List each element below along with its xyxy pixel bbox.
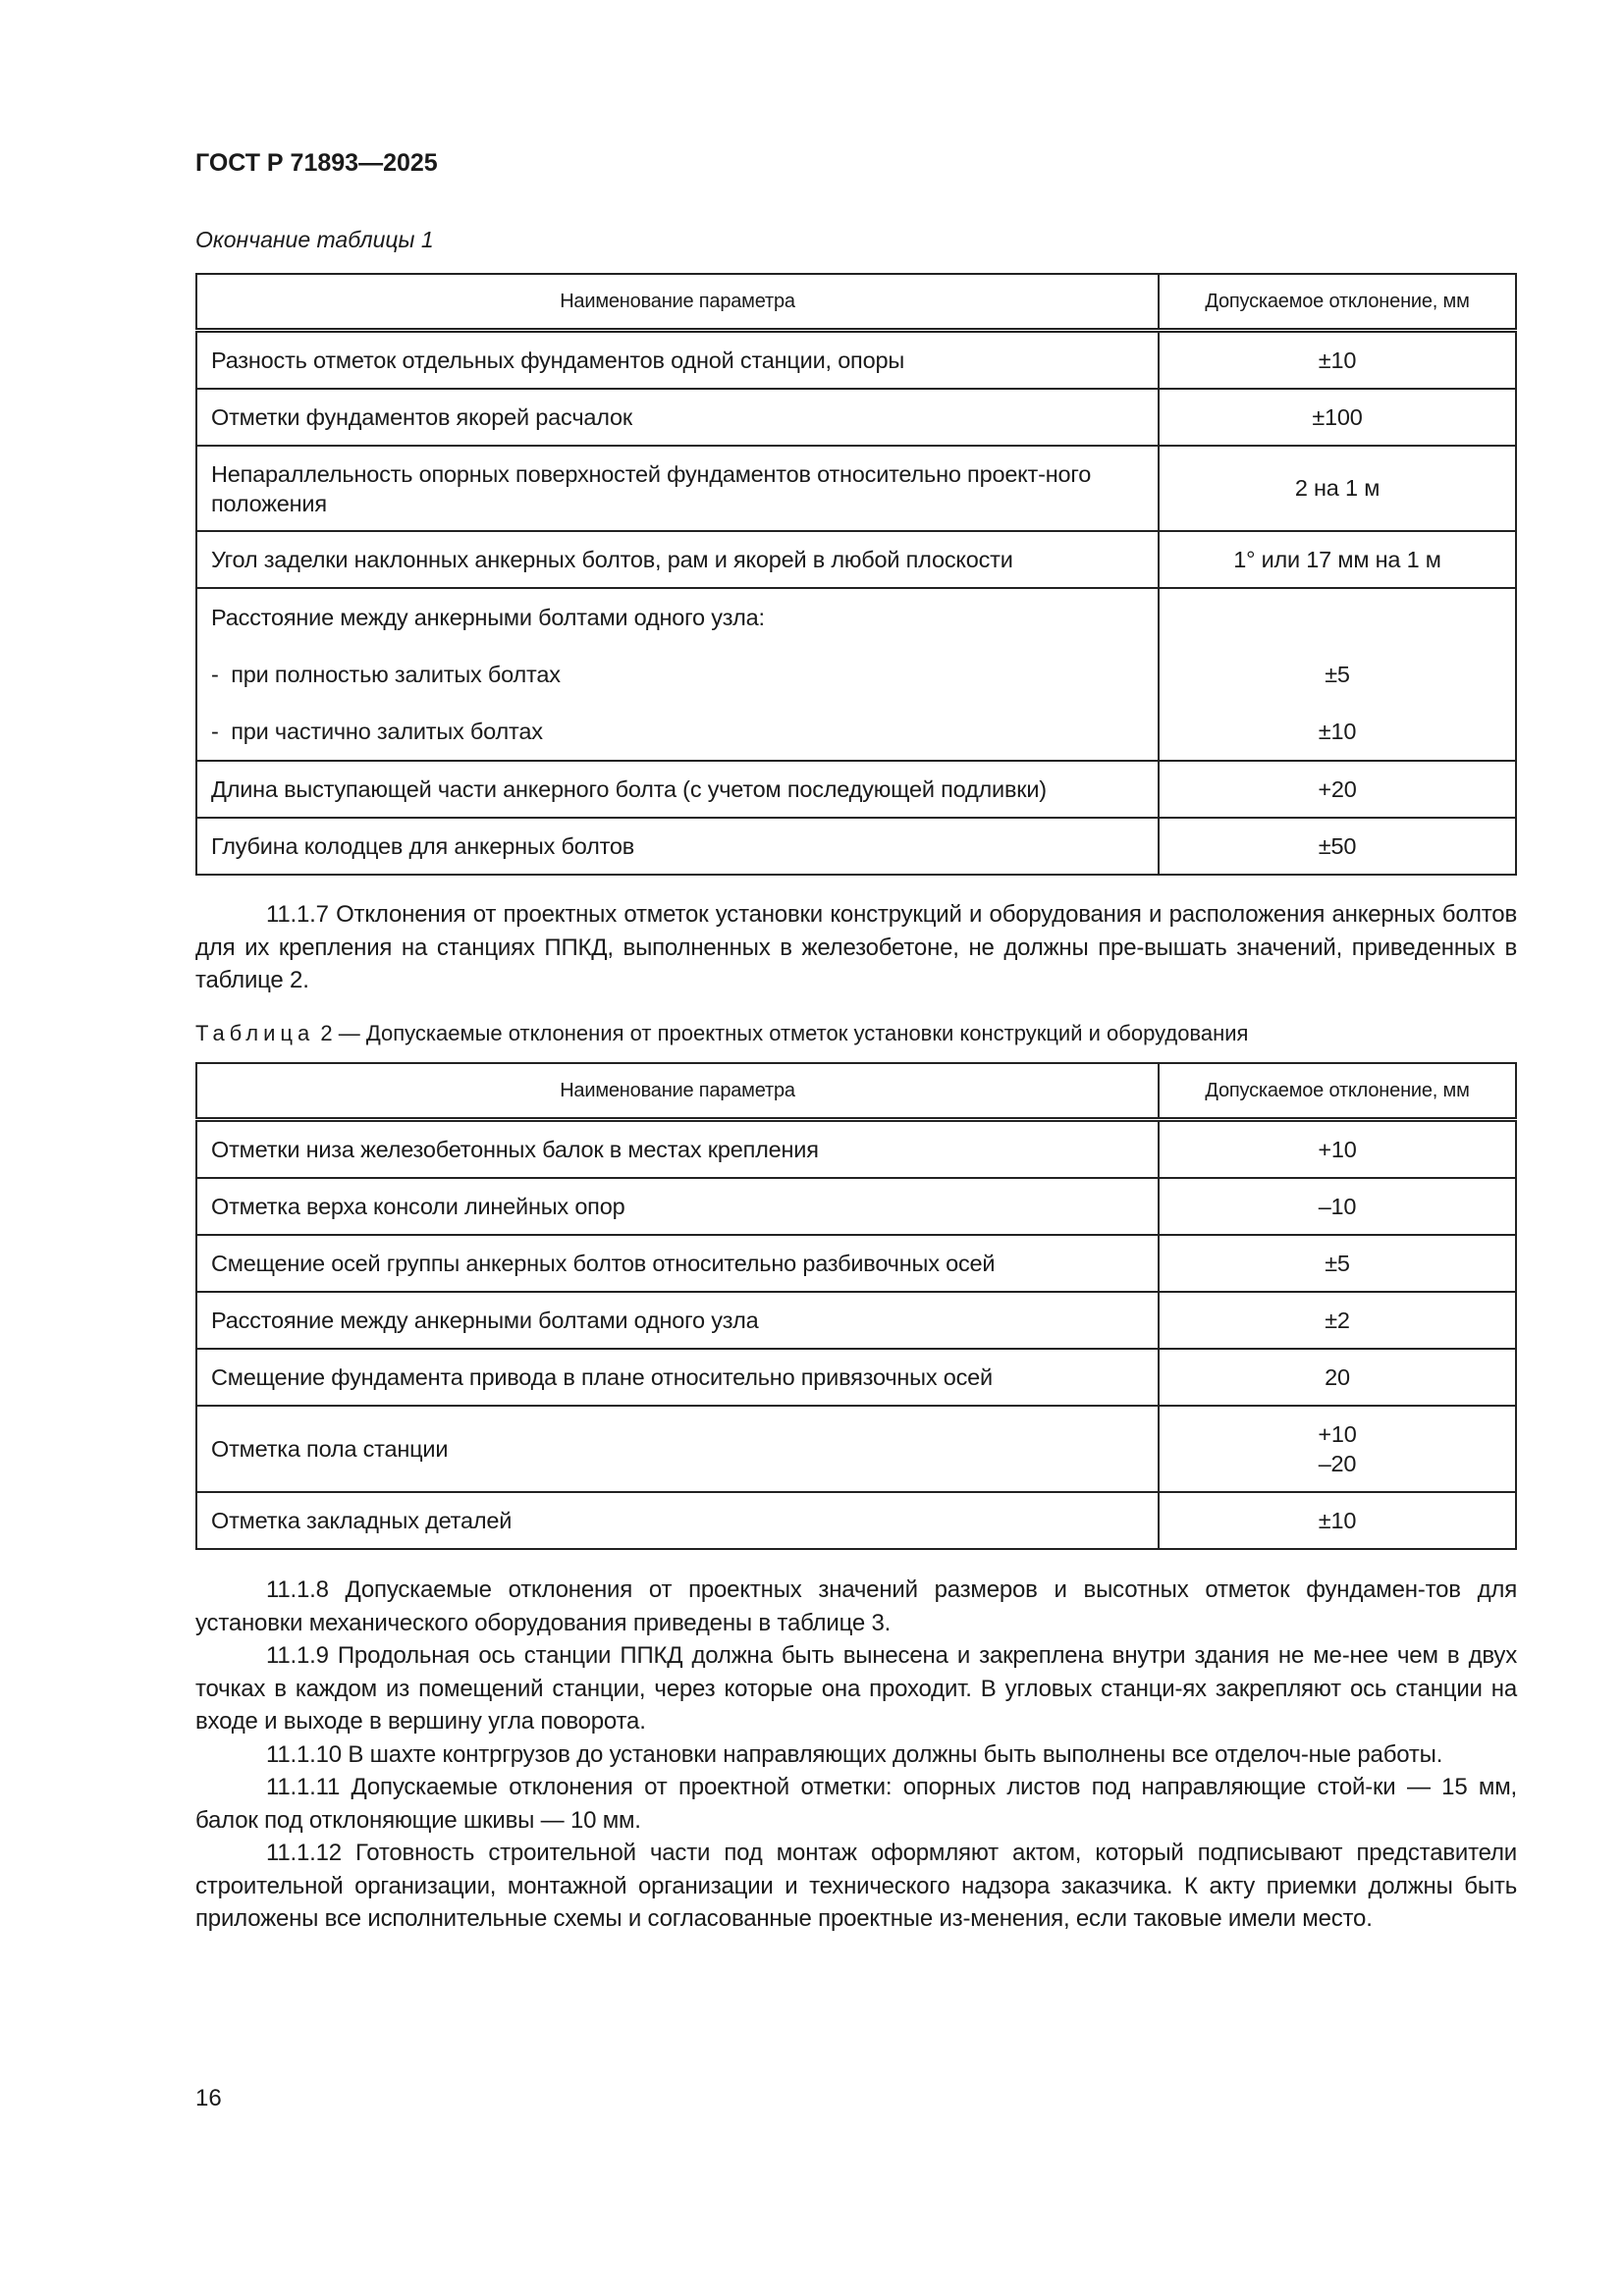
param-value: +10	[1159, 1120, 1516, 1179]
table-row	[196, 1406, 1516, 1492]
param-name: Расстояние между анкерными болтами одного узла:	[211, 605, 765, 630]
param-name: Глубина колодцев для анкерных болтов	[196, 818, 1159, 875]
table-row	[196, 1178, 1516, 1235]
column-header: Наименование параметра	[196, 1063, 1159, 1120]
table-1	[195, 273, 1517, 876]
param-name: Смещение фундамента привода в плане относительно привязочных осей	[196, 1349, 1159, 1406]
param-value: ±10	[1159, 331, 1516, 390]
param-name: Длина выступающей части анкерного болта (с учетом последующей подливки)	[196, 761, 1159, 818]
param-value: ±10	[1159, 1492, 1516, 1549]
document-header: ГОСТ Р 71893—2025	[195, 149, 438, 177]
table-row	[196, 588, 1516, 761]
param-name: Разность отметок отдельных фундаментов одной станции, опоры	[196, 331, 1159, 390]
table2-caption	[195, 1021, 1248, 1046]
table-row	[196, 1349, 1516, 1406]
param-value-group	[1159, 588, 1516, 761]
table-row	[196, 818, 1516, 875]
table-row	[196, 1235, 1516, 1292]
caption-label: Таблица	[195, 1021, 315, 1045]
param-value: ±5	[1159, 1235, 1516, 1292]
param-name: Смещение осей группы анкерных болтов относительно разбивочных осей	[196, 1235, 1159, 1292]
param-value: 1° или 17 мм на 1 м	[1159, 531, 1516, 588]
table-header	[196, 274, 1516, 331]
param-subname: - при полностью залитых болтах	[211, 662, 561, 687]
paragraphs	[195, 1574, 1517, 1936]
param-value: +10	[1318, 1421, 1357, 1447]
param-value-group	[1159, 1406, 1516, 1492]
table-row	[196, 1492, 1516, 1549]
caption-text: 2 — Допускаемые отклонения от проектных отметок установки конструкций и оборудования	[320, 1021, 1249, 1045]
param-name-group	[196, 588, 1159, 761]
param-name: Непараллельность опорных поверхностей фундаментов относительно проект-ного положения	[196, 446, 1159, 531]
page-number: 16	[195, 2085, 222, 2111]
param-name: Отметки фундаментов якорей расчалок	[196, 389, 1159, 446]
param-value: 2 на 1 м	[1159, 446, 1516, 531]
paragraph-text: 11.1.7 Отклонения от проектных отметок установки конструкций и оборудования и расположения анкерных болтов для их крепления на станциях ППКД, выполненных в железобетоне, не должны пре-вышать значений, приведенных в таблице 2.	[195, 901, 1517, 993]
param-value: –20	[1318, 1451, 1357, 1476]
table-2	[195, 1062, 1517, 1550]
column-header: Допускаемое отклонение, мм	[1159, 1063, 1516, 1120]
param-value: +20	[1159, 761, 1516, 818]
paragraph-11-1-11: 11.1.11 Допускаемые отклонения от проектной отметки: опорных листов под направляющие стой-ки — 15 мм, балок под отклоняющие шкивы — 10 мм.	[195, 1774, 1517, 1834]
param-value: –10	[1159, 1178, 1516, 1235]
param-name: Отметка верха консоли линейных опор	[196, 1178, 1159, 1235]
param-subname: - при частично залитых болтах	[211, 719, 543, 744]
param-name: Отметки низа железобетонных балок в местах крепления	[196, 1120, 1159, 1179]
param-value: ±5	[1325, 662, 1350, 687]
table-row	[196, 389, 1516, 446]
paragraph-11-1-9: 11.1.9 Продольная ось станции ППКД должна быть вынесена и закреплена внутри здания не ме-нее чем в двух точках в каждом из помещений станции, через которые она проходит. В угловых станци-ях закрепляют ось станции на входе и выходе в вершину угла поворота.	[195, 1642, 1517, 1735]
paragraph-11-1-12: 11.1.12 Готовность строительной части под монтаж оформляют актом, который подписывают представители строительной организации, монтажной организации и технического надзора заказчика. К акту приемки должны быть приложены все исполнительные схемы и согласованные проектные из-менения, если таковые имели место.	[195, 1840, 1517, 1932]
table-row	[196, 761, 1516, 818]
param-name: Угол заделки наклонных анкерных болтов, рам и якорей в любой плоскости	[196, 531, 1159, 588]
param-value: ±10	[1318, 719, 1357, 744]
column-header: Допускаемое отклонение, мм	[1159, 274, 1516, 331]
table1-continuation-label: Окончание таблицы 1	[195, 227, 434, 252]
paragraph-11-1-10: 11.1.10 В шахте контргрузов до установки направляющих должны быть выполнены все отделоч-ные работы.	[266, 1740, 1443, 1768]
table-row	[196, 1292, 1516, 1349]
table-row	[196, 446, 1516, 531]
table-row	[196, 1120, 1516, 1179]
param-value: ±2	[1159, 1292, 1516, 1349]
param-value: ±100	[1159, 389, 1516, 446]
column-header: Наименование параметра	[196, 274, 1159, 331]
paragraph-11-1-7	[195, 898, 1517, 997]
table-row	[196, 531, 1516, 588]
param-name: Отметка пола станции	[196, 1406, 1159, 1492]
param-value: 20	[1159, 1349, 1516, 1406]
table-header	[196, 1063, 1516, 1120]
param-name: Расстояние между анкерными болтами одного узла	[196, 1292, 1159, 1349]
param-value: ±50	[1159, 818, 1516, 875]
table-row	[196, 331, 1516, 390]
param-name: Отметка закладных деталей	[196, 1492, 1159, 1549]
paragraph-11-1-8: 11.1.8 Допускаемые отклонения от проектных значений размеров и высотных отметок фундамен-тов для установки механического оборудования приведены в таблице 3.	[195, 1576, 1517, 1636]
